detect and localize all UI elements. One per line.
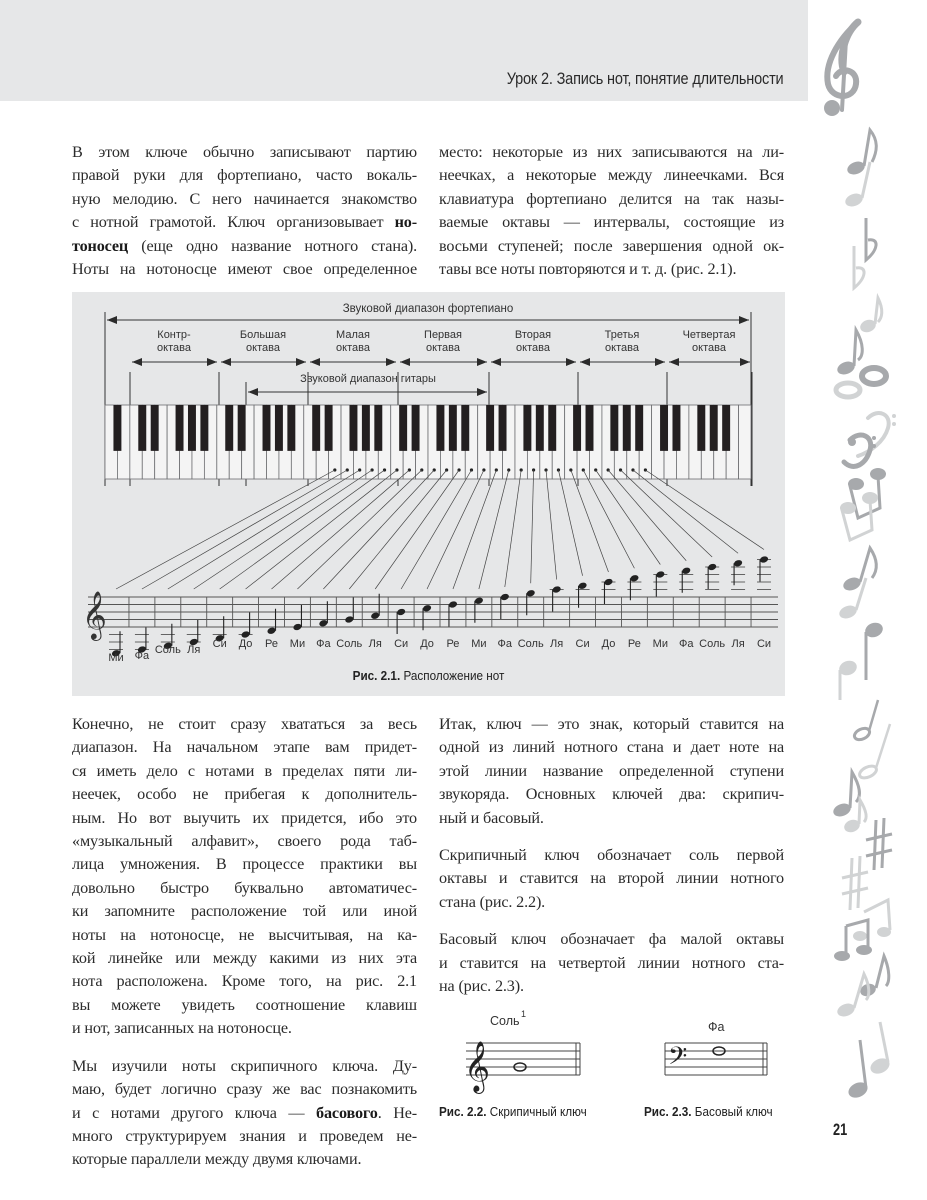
text-line: клавиатура фортепиано делится на так назы- bbox=[439, 189, 784, 208]
text-line: тоносец (еще одно название нотного стана). bbox=[72, 236, 417, 255]
eighth-note-icon bbox=[831, 772, 866, 834]
paragraph: Скрипичный ключ обозначает соль первой октавы и ставится на второй линии нотного стана (рис. 2.2). bbox=[439, 846, 784, 911]
note-name-label: Ля bbox=[368, 638, 382, 650]
note-name-label: Си bbox=[394, 638, 409, 650]
text-line: неечках, а некоторые между линеечками. Вся bbox=[439, 166, 784, 185]
text-line: с нотной грамотой. Ключ организовывает но- bbox=[72, 213, 417, 232]
text-line: правой руки для фортепиано, часто вокаль- bbox=[72, 166, 417, 185]
paragraph: Басовый ключ обозначает фа малой октавы и ставится на четвертой линии нотного ста- на (рис. 2.3). bbox=[439, 930, 784, 996]
note-name-label: Соль bbox=[699, 638, 726, 650]
sixteenth-note-icon bbox=[843, 130, 876, 209]
bold-term: басового bbox=[316, 1103, 378, 1122]
note-name-label: Ре bbox=[446, 638, 460, 650]
note-label-fa: Фа bbox=[708, 1020, 725, 1034]
bold-term: тоносец bbox=[72, 236, 129, 255]
piano-staff-diagram bbox=[72, 292, 785, 696]
text-line: место: некоторые из них записываются на ли- bbox=[439, 143, 784, 161]
text-line: тавы все ноты повторяются и т. д. (рис. 2.1). bbox=[439, 260, 737, 279]
note-name-label: Ми bbox=[652, 638, 668, 650]
octave-label: Вторая bbox=[514, 329, 552, 341]
text-line: ваемые октавы — интервалы, состоящие из bbox=[439, 213, 784, 232]
octave-label: Большая bbox=[239, 329, 287, 341]
note-name-label: До bbox=[238, 638, 253, 650]
paragraph: Конечно, не стоит сразу хвататься за весь диапазон. На начальном этапе вам придет- ся иметь дело с нотами в пределах пяти ли- неечек, особо не прибегая к дополнитель- ным. Но вот выучить их придется, ибо это «музыкальный алфавит», своего рода таб- лица умножения. В процессе практики вы довольно быстро буквально автоматичес- ки запомните расположение той или иной ноты на нотоносце, не высчитывая, на ка- кой линейке или между какими из них эта нота расположена. Кроме того, на рис. 2.1 вы можете увидеть соотношение клавиш и нот, записанных на нотоносце. bbox=[72, 715, 417, 1038]
octave-label: октава bbox=[157, 342, 191, 354]
note-name-label: Ми bbox=[108, 652, 124, 664]
svg-text:𝄞: 𝄞 bbox=[82, 590, 107, 639]
octave-label: октава bbox=[246, 342, 280, 354]
text-column-top-left bbox=[72, 141, 417, 281]
bass-clef-icon: 𝄢 bbox=[668, 1042, 688, 1077]
bold-term: но- bbox=[394, 213, 417, 232]
figure-note-layout bbox=[72, 292, 785, 696]
piano-range-label: Звуковой диапазон фортепиано bbox=[342, 303, 514, 315]
eighth-note-icon bbox=[835, 298, 881, 377]
note-name-label: Соль bbox=[336, 638, 363, 650]
octave-superscript: 1 bbox=[521, 1009, 527, 1019]
figure-caption: Рис. 2.1. Расположение нот bbox=[352, 668, 505, 683]
sixteenth-note-icon bbox=[837, 548, 876, 621]
note-name-label: До bbox=[601, 638, 616, 650]
note-name-label: Си bbox=[756, 638, 772, 650]
octave-label: Третья bbox=[604, 329, 640, 341]
beamed-notes-icon bbox=[840, 468, 886, 540]
flat-icon bbox=[854, 218, 876, 288]
octave-label: Четвертая bbox=[682, 329, 736, 341]
guitar-range-label: Звуковой диапазон гитары bbox=[300, 373, 436, 385]
text-line: восьми ступеней; после завершения одной ок- bbox=[439, 236, 784, 255]
note-name-label: Си bbox=[575, 638, 590, 650]
note-name-label: Фа bbox=[678, 638, 694, 650]
figure-caption-2-3: Рис. 2.3. Басовый ключ bbox=[644, 1104, 773, 1119]
half-note-icon bbox=[853, 700, 890, 780]
bass-clef-figure bbox=[655, 1015, 785, 1085]
octave-label: октава bbox=[692, 342, 726, 354]
note-name-label: Ля bbox=[731, 638, 745, 650]
octave-label: Первая bbox=[424, 329, 462, 341]
octave-label: октава bbox=[336, 342, 370, 354]
text-line: ную мелодию. С него начинается знакомство bbox=[72, 189, 417, 208]
octave-label: октава bbox=[426, 342, 460, 354]
paragraph: Мы изучили ноты скрипичного ключа. Ду- маю, будет логично сразу же вас познакомить и с нотами другого ключа — басового. Не- много структурируем знания и проведем не- которые параллели между двумя ключами. bbox=[72, 1056, 418, 1169]
note-staff bbox=[82, 468, 778, 657]
note-name-label: Фа bbox=[134, 650, 150, 662]
text-column-top-right bbox=[439, 141, 784, 281]
text-column-bottom-left bbox=[72, 713, 417, 1172]
page-number: 21 bbox=[833, 1120, 848, 1139]
octave-label: октава bbox=[516, 342, 550, 354]
note-name-label: Соль bbox=[154, 644, 181, 656]
sixteenth-note-icon bbox=[835, 956, 888, 1019]
quarter-note-icon bbox=[837, 620, 885, 700]
note-name-label: Ми bbox=[471, 638, 487, 650]
bass-clef-icon bbox=[844, 413, 896, 466]
note-label-sol: Соль bbox=[490, 1014, 520, 1028]
treble-clef-icon: 𝄞 bbox=[464, 1041, 491, 1092]
text-line: Ноты на нотоносце имеют свое определенное bbox=[72, 260, 417, 279]
octave-label: Малая bbox=[336, 329, 370, 341]
quarter-note-icon bbox=[846, 1022, 892, 1101]
note-name-label: Фа bbox=[497, 638, 513, 650]
music-notes-decoration bbox=[808, 0, 927, 1200]
note-name-label: Соль bbox=[517, 638, 544, 650]
note-name-label: Ми bbox=[289, 638, 306, 650]
octave-label: Контр- bbox=[157, 329, 191, 341]
paragraph: Итак, ключ — это знак, который ставится на одной из линий нотного стана и дает ноте на этой линии название определенной ступени звукоряда. Основных ключей два: скрипич- ный и басовый. bbox=[439, 715, 784, 827]
text-column-bottom-right bbox=[439, 713, 784, 998]
note-name-label: Ре bbox=[265, 638, 279, 650]
treble-clef-icon bbox=[824, 12, 880, 116]
note-names bbox=[108, 638, 771, 664]
piano-keyboard bbox=[105, 405, 751, 479]
treble-clef-figure bbox=[450, 1005, 600, 1095]
running-header-title: Урок 2. Запись нот, понятие длительности bbox=[506, 70, 783, 88]
note-name-label: Си bbox=[212, 638, 227, 650]
note-name-label: Ля bbox=[550, 638, 564, 650]
beamed-notes-icon bbox=[834, 900, 891, 961]
note-name-label: Ре bbox=[627, 638, 641, 650]
octave-label: октава bbox=[605, 342, 639, 354]
note-name-label: Фа bbox=[316, 638, 331, 650]
text-line: В этом ключе обычно записывают партию bbox=[72, 143, 417, 161]
note-name-label: Ля bbox=[187, 644, 201, 656]
figure-caption-2-2: Рис. 2.2. Скрипичный ключ bbox=[439, 1104, 587, 1119]
note-name-label: До bbox=[420, 638, 434, 650]
